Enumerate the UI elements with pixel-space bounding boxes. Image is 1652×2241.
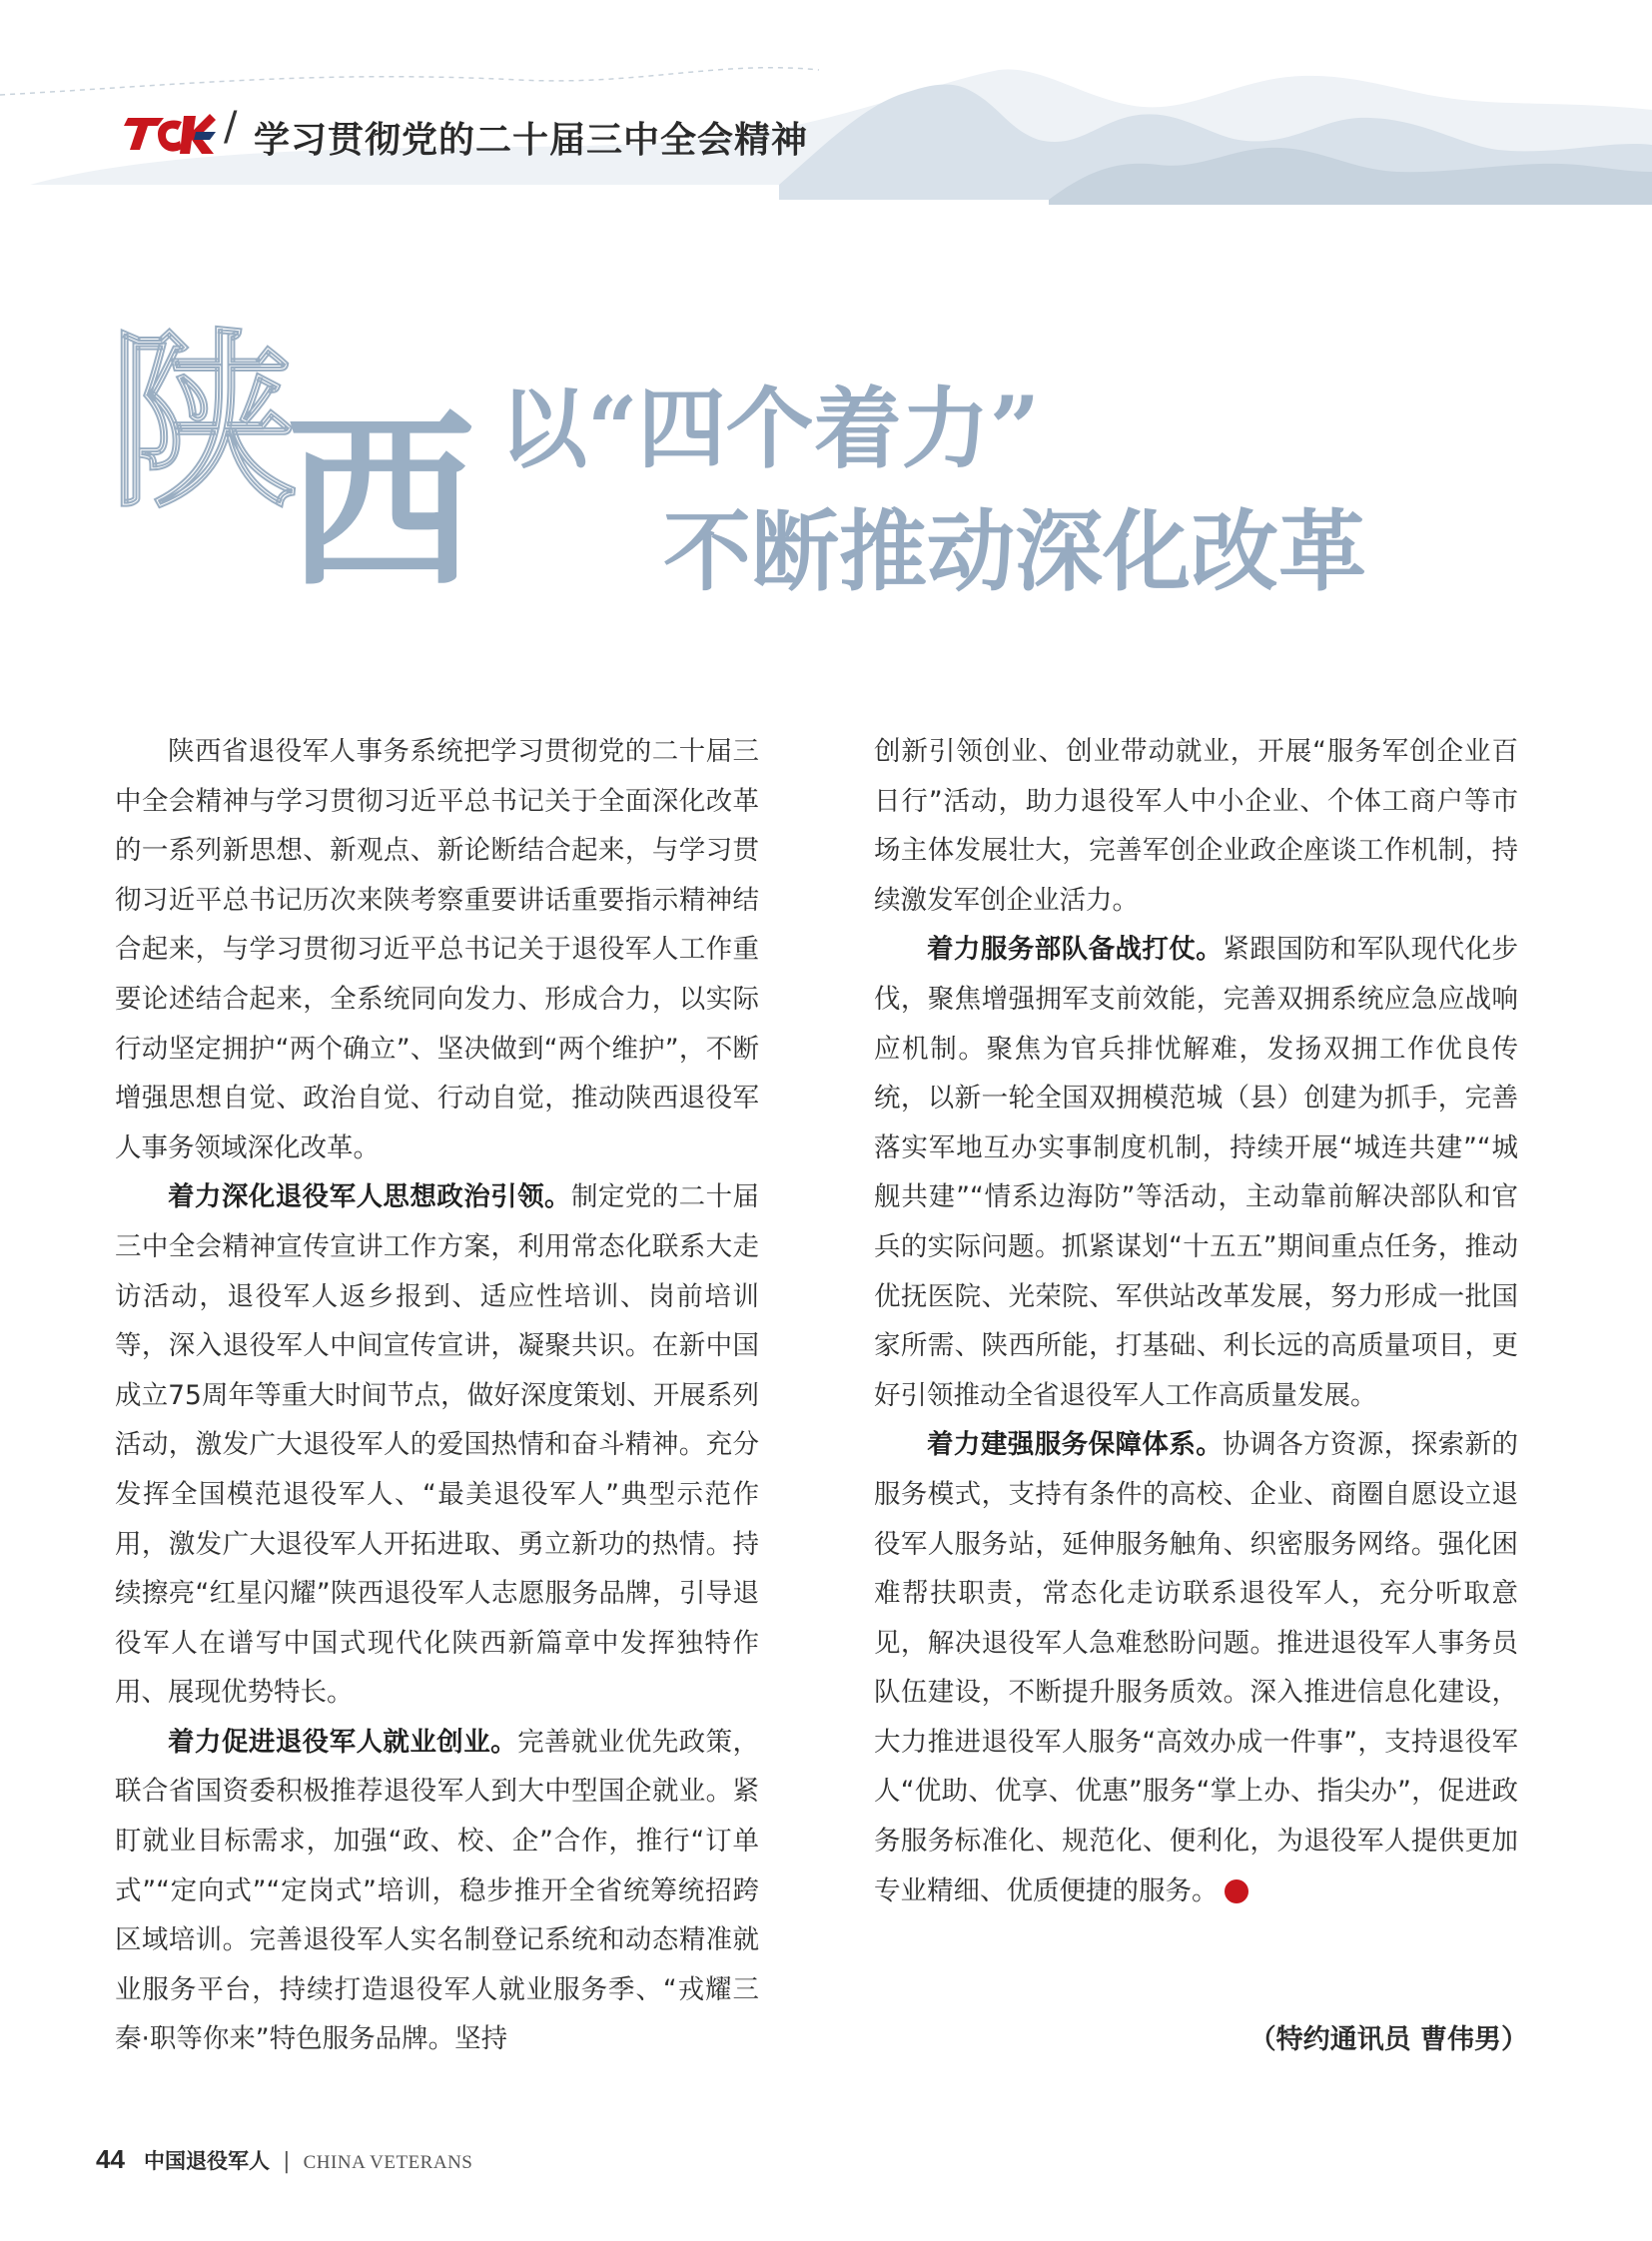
magazine-name-en: CHINA VETERANS	[303, 2152, 473, 2173]
paragraph-lead: 着力促进退役军人就业创业。	[168, 1726, 518, 1758]
magazine-logo-icon	[124, 110, 216, 158]
article-paragraph: 着力深化退役军人思想政治引领。制定党的二十届三中全会精神宣传宣讲工作方案，利用常态化联系大走访活动，退役军人返乡报到、适应性培训、岗前培训等，深入退役军人中间宣传宣讲，凝聚共识。在新中国成立75周年等重大时间节点，做好深度策划、开展系列活动，激发广大退役军人的爱国热情和奋斗精神。充分发挥全国模范退役军人、“最美退役军人”典型示范作用，激发广大退役军人开拓进取、勇立新功的热情。持续擦亮“红星闪耀”陕西退役军人志愿服务品牌，引导退役军人在谱写中国式现代化陕西新篇章中发挥独特作用、展现优势特长。	[115, 1181, 760, 1709]
section-title: 学习贯彻党的二十届三中全会精神	[254, 119, 809, 161]
byline: （特约通讯员 曹伟男）	[1248, 2024, 1528, 2055]
article-paragraph: 着力服务部队备战打仗。紧跟国防和军队现代化步伐，聚焦增强拥军支前效能，完善双拥系统应急应战响应机制。聚焦为官兵排忧解难，发扬双拥工作优良传统，以新一轮全国双拥模范城（县）创建为抓手，完善落实军地互办实事制度机制，持续开展“城连共建”“城舰共建”“情系边海防”等活动，主动靠前解决部队和官兵的实际问题。抓紧谋划“十五五”期间重点任务，推动优抚医院、光荣院、军供站改革发展，努力形成一批国家所需、陕西所能，打基础、利长远的高质量项目，更好引领推动全省退役军人工作高质量发展。	[874, 934, 1519, 1411]
end-of-article-icon: V	[1225, 1879, 1248, 1903]
article-column-right	[874, 727, 1518, 1915]
article-column-left	[115, 727, 759, 2064]
page-footer	[96, 2144, 472, 2180]
footer-separator: |	[283, 2149, 291, 2174]
title-line-2: 不断推动深化改革	[663, 499, 1367, 603]
magazine-name-cn: 中国退役军人	[144, 2149, 271, 2173]
section-slash: /	[224, 104, 238, 150]
paragraph-lead: 着力建强服务保障体系。	[927, 1429, 1224, 1461]
page-number: 44	[96, 2144, 125, 2174]
article-paragraph: 陕西省退役军人事务系统把学习贯彻党的二十届三中全会精神与学习贯彻习近平总书记关于全面深化改革的一系列新思想、新观点、新论断结合起来，与学习贯彻习近平总书记历次来陕考察重要讲话重要指示精神结合起来，与学习贯彻习近平总书记关于退役军人工作重要论述结合起来，全系统同向发力、形成合力，以实际行动坚定拥护“两个确立”、坚决做到“两个维护”，不断增强思想自觉、政治自觉、行动自觉，推动陕西退役军人事务领域深化改革。	[115, 736, 759, 1163]
paragraph-lead: 着力服务部队备战打仗。	[927, 934, 1224, 966]
title-large-char-solid: 西	[286, 390, 476, 613]
mountain-banner-illustration	[0, 0, 1652, 230]
title-large-char-outline: 陕	[108, 311, 299, 533]
article-paragraph: 着力促进退役军人就业创业。完善就业优先政策，联合省国资委积极推荐退役军人到大中型国企就业。紧盯就业目标需求，加强“政、校、企”合作，推行“订单式”“定向式”“定岗式”培训，稳步推开全省统筹统招跨区域培训。完善退役军人实名制登记系统和动态精准就业服务平台，持续打造退役军人就业服务季、“戎耀三秦·职等你来”特色服务品牌。坚持	[115, 1726, 760, 2055]
article-paragraph-continued: 创新引领创业、创业带动就业，开展“服务军创企业百日行”活动，助力退役军人中小企业、个体工商户等市场主体发展壮大，完善军创企业政企座谈工作机制，持续激发军创企业活力。	[874, 736, 1518, 916]
title-line-1: 以“四个着力”	[499, 376, 1041, 480]
paragraph-lead: 着力深化退役军人思想政治引领。	[168, 1181, 571, 1213]
article-paragraph: 着力建强服务保障体系。协调各方资源，探索新的服务模式，支持有条件的高校、企业、商圈自愿设立退役军人服务站，延伸服务触角、织密服务网络。强化困难帮扶职责，常态化走访联系退役军人，充分听取意见，解决退役军人急难愁盼问题。推进退役军人事务员队伍建设，不断提升服务质效。深入推进信息化建设，大力推进退役军人服务“高效办成一件事”，支持退役军人“优助、优享、优惠”服务“掌上办、指尖办”，促进政务服务标准化、规范化、便利化，为退役军人提供更加专业精细、优质便捷的服务。 V	[874, 1429, 1519, 1906]
page-header	[0, 0, 1652, 230]
